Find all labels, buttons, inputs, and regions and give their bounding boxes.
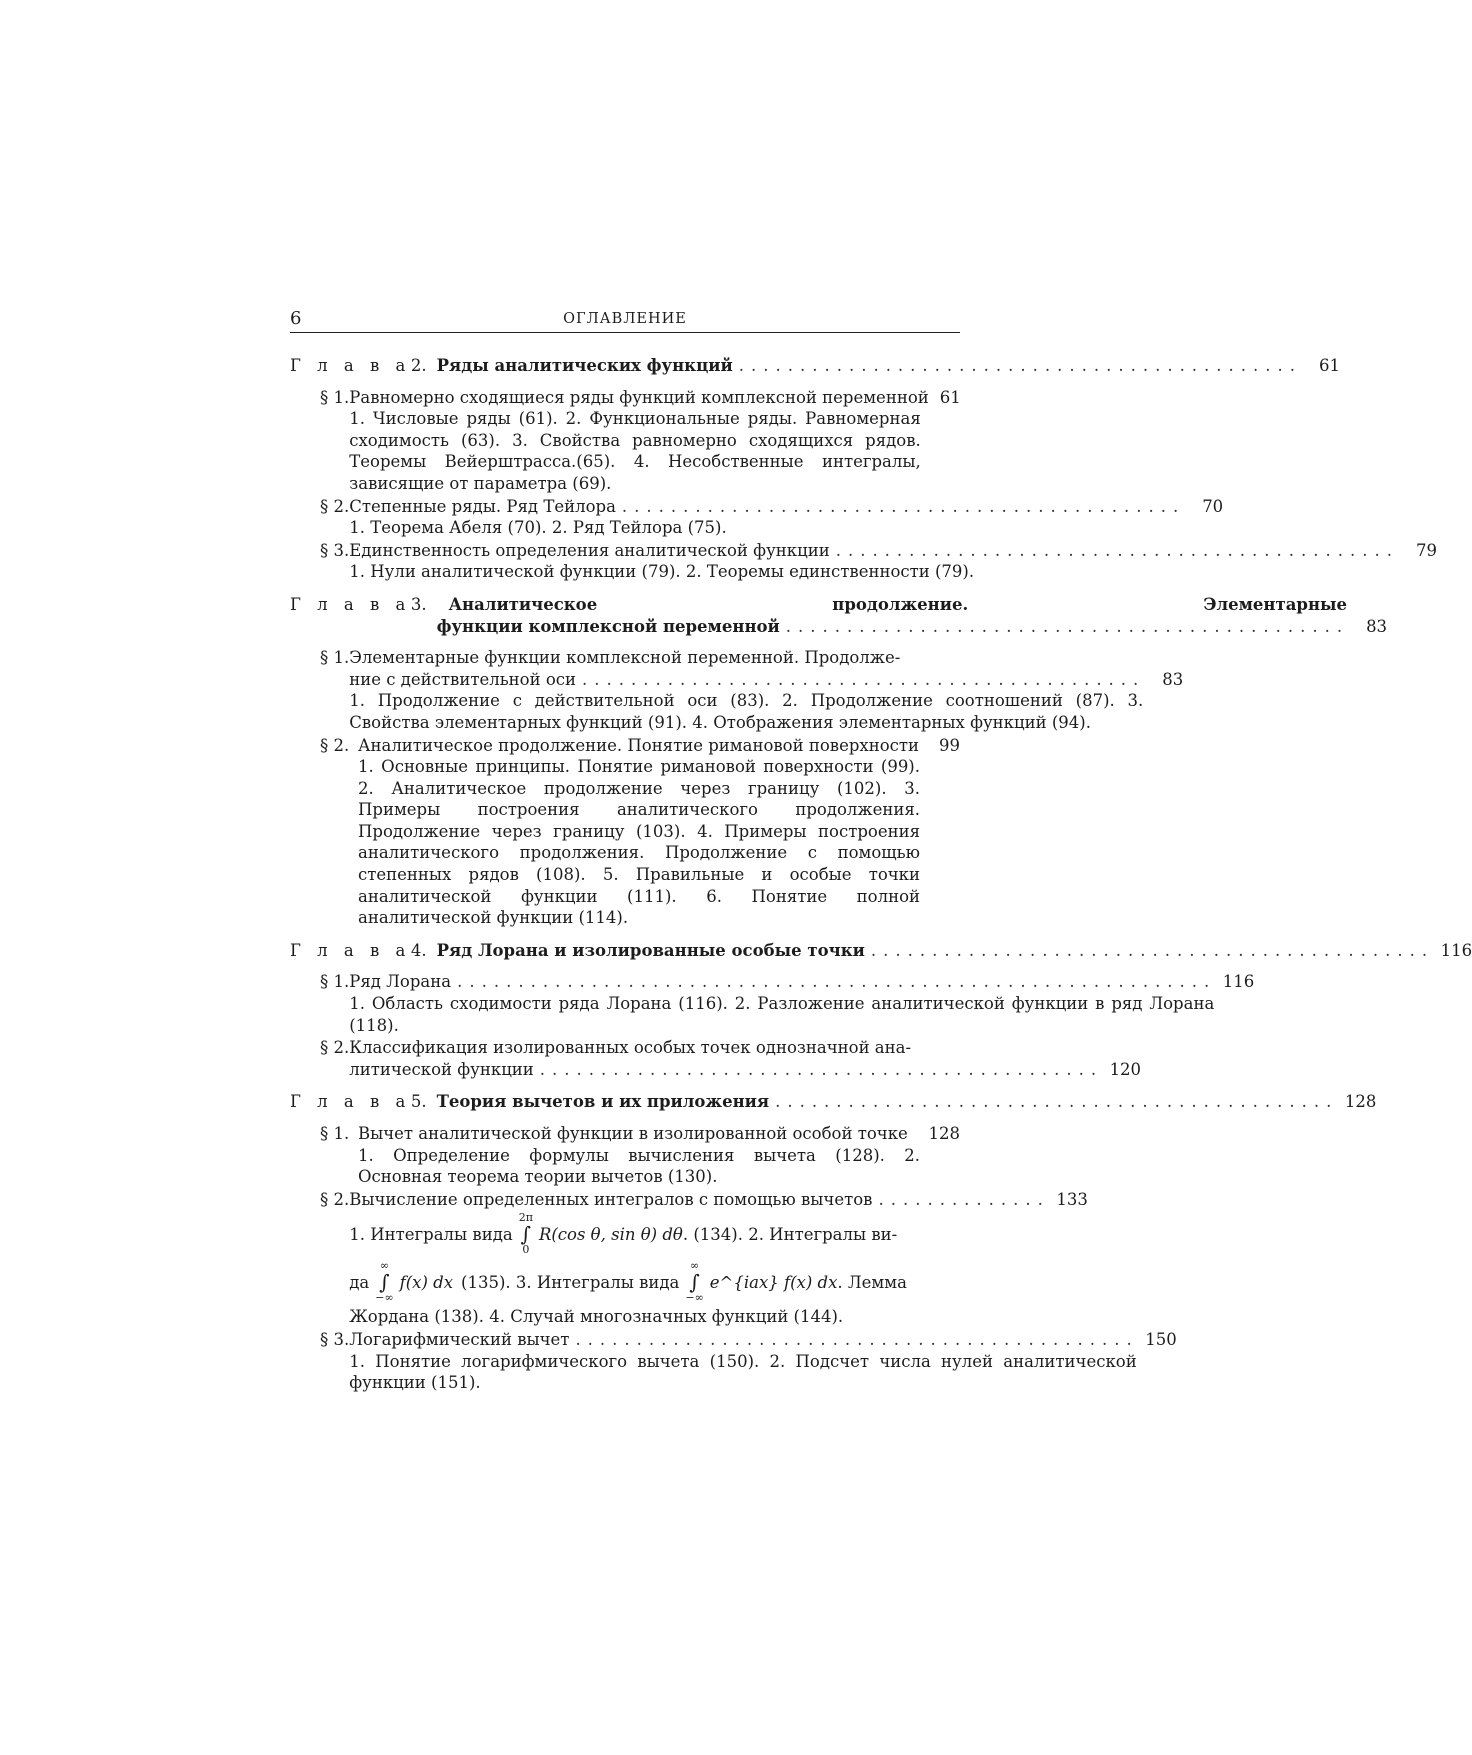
- chapter-label: Г л а в а: [290, 1092, 411, 1112]
- section-number: § 3.: [320, 1329, 350, 1349]
- chapter-number: 2.: [410, 356, 427, 375]
- section-number: § 2.: [320, 735, 350, 755]
- section-title: Степенные ряды. Ряд Тейлора: [349, 496, 616, 516]
- running-head: [290, 308, 960, 333]
- leader-dots: ..............................................: [775, 1092, 1339, 1112]
- section-3-1: [320, 647, 1184, 733]
- leader-dots: ..............................................: [575, 1329, 1139, 1349]
- integrand: e^{iax} f(x) dx: [709, 1272, 838, 1292]
- subsection-list: 1. Теорема Абеля (70). 2. Ряд Тейлора (75).: [349, 518, 727, 538]
- leader-dots: ..............................................: [785, 616, 1350, 636]
- section-2-1: [320, 387, 960, 495]
- toc-page: [290, 308, 1472, 1395]
- section-page: 128: [928, 1124, 960, 1143]
- integral-sign: ∞ ∫ −∞: [685, 1259, 704, 1305]
- section-page: 116: [1222, 972, 1255, 992]
- chapter-5: [290, 1091, 1377, 1113]
- section-page: 99: [939, 735, 960, 755]
- section-title: Единственность определения аналитической функции: [349, 540, 830, 560]
- chapter-number: 4.: [410, 940, 427, 960]
- chapter-title-line1: Аналитическое продолжение. Элементарные: [448, 594, 1348, 614]
- section-number: § 2.: [320, 496, 350, 516]
- section-2-2: [320, 496, 1224, 539]
- chapter-3: [290, 594, 1388, 637]
- section-title: Логарифмический вычет: [349, 1329, 570, 1349]
- section-title-line1: Элементарные функции комплексной переменной. Продолже-: [349, 648, 901, 668]
- subsection-list: 1. Нули аналитической функции (79). 2. Теоремы единственности (79).: [349, 562, 975, 582]
- subsection-list: 1. Продолжение с действительной оси (83). 2. Продолжение соотношений (87). 3. Свойства элементарных функций (91). 4. Отображения элементарных функций (94).: [349, 691, 1144, 732]
- chapter-page: 116: [1440, 940, 1472, 960]
- section-number: § 1.: [320, 1124, 350, 1143]
- leader-dots: ..............................................: [870, 940, 1435, 960]
- section-page: 61: [939, 387, 961, 407]
- section-5-3: [320, 1329, 1177, 1394]
- integral-line-2: да ∞ ∫ −∞ f(x) dx (135). 3. Интегралы вида ∞ ∫ −∞ e^{iax} f(x) dx . Лемма: [349, 1259, 907, 1305]
- section-title-line2: литической функции: [349, 1059, 534, 1079]
- chapter-page: 83: [1366, 616, 1388, 636]
- chapter-2: [290, 355, 1341, 377]
- chapter-number: 5.: [410, 1092, 427, 1112]
- section-page: 70: [1202, 496, 1224, 516]
- chapter-page: 128: [1344, 1092, 1377, 1112]
- chapter-title: Ряд Лорана и изолированные особые точки: [436, 940, 865, 960]
- leader-dots: ..............................................: [621, 496, 1186, 516]
- integral-sign: ∞ ∫ −∞: [375, 1259, 394, 1305]
- leader-dots: ..............................................: [539, 1059, 1104, 1079]
- subsection-list: Жордана (138). 4. Случай многозначных функций (144).: [349, 1307, 844, 1327]
- subsection-list: 1. Область сходимости ряда Лорана (116). 2. Разложение аналитической функции в ряд Лорана (118).: [349, 994, 1215, 1035]
- subsection-list: 1. Основные принципы. Понятие римановой поверхности (99). 2. Аналитическое продолжение через границу (102). 3. Примеры построения аналитического продолжения. Продолжение через границу (103). 4. Примеры построения аналитического продолжения. Продолжение с помощью степенных рядов (108). 5. Правильные и особые точки аналитической функции (111). 6. Понятие полной аналитической функции (114).: [358, 757, 920, 928]
- section-title: Вычисление определенных интегралов с помощью вычетов: [349, 1189, 873, 1209]
- section-number: § 1.: [320, 648, 350, 668]
- leader-dots: ..............................................................: [457, 972, 1217, 992]
- section-title: Ряд Лорана: [349, 972, 452, 992]
- section-page: 120: [1109, 1059, 1142, 1079]
- leader-dots: ..............................................: [738, 356, 1303, 375]
- section-page: 150: [1145, 1329, 1177, 1349]
- section-4-1: [320, 971, 1255, 1036]
- section-number: § 1.: [320, 387, 350, 407]
- section-title: Аналитическое продолжение. Понятие римановой поверхности: [358, 735, 920, 755]
- integral-sign: 2π ∫ 0: [518, 1211, 533, 1257]
- page-title: ОГЛАВЛЕНИЕ: [563, 311, 687, 327]
- chapter-4: [290, 940, 1472, 962]
- section-3-2: [320, 735, 960, 929]
- page-number: 6: [290, 308, 302, 329]
- chapter-label: Г л а в а: [290, 940, 411, 960]
- section-title: Вычет аналитической функции в изолированной особой точке: [358, 1124, 908, 1143]
- section-page: 133: [1056, 1189, 1088, 1209]
- leader-dots: ..............................................: [835, 540, 1399, 560]
- integral-line-1: 1. Интегралы вида 2π ∫ 0 R(cos θ, sin θ) dθ . (134). 2. Интегралы ви-: [349, 1211, 898, 1257]
- section-page: 79: [1415, 540, 1437, 560]
- leader-dots: ..............................................: [582, 669, 1146, 689]
- integrand: f(x) dx: [399, 1272, 454, 1292]
- integrand: R(cos θ, sin θ) dθ: [538, 1224, 683, 1244]
- chapter-page: 61: [1319, 356, 1341, 375]
- chapter-number: 3.: [410, 594, 427, 614]
- section-title-line2: ние с действительной оси: [349, 669, 577, 689]
- section-4-2: [320, 1037, 1142, 1080]
- section-number: § 3.: [320, 540, 350, 560]
- chapter-title: Теория вычетов и их приложения: [436, 1092, 770, 1112]
- section-title-line1: Классификация изолированных особых точек однозначной ана-: [349, 1038, 912, 1058]
- chapter-title-line2: функции комплексной переменной: [436, 616, 780, 636]
- subsection-list: 1. Понятие логарифмического вычета (150). 2. Подсчет числа нулей аналитической функции (151).: [349, 1351, 1137, 1393]
- leader-dots: ..............: [878, 1189, 1050, 1209]
- subsection-list: 1. Числовые ряды (61). 2. Функциональные ряды. Равномерная сходимость (63). 3. Свойства равномерно сходящихся рядов. Теоремы Вейерштрасса.(65). 4. Несобственные интегралы, зависящие от параметра (69).: [349, 409, 921, 493]
- section-number: § 1.: [320, 972, 350, 992]
- chapter-label: Г л а в а: [290, 594, 411, 614]
- section-number: § 2.: [320, 1038, 350, 1058]
- section-number: § 2.: [320, 1189, 350, 1209]
- chapter-label: Г л а в а: [290, 356, 411, 375]
- section-page: 83: [1162, 669, 1184, 689]
- section-title: Равномерно сходящиеся ряды функций комплексной переменной: [349, 387, 929, 407]
- section-5-1: [320, 1123, 960, 1188]
- section-2-3: [320, 540, 1437, 583]
- subsection-list: 1. Определение формулы вычисления вычета (128). 2. Основная теорема теории вычетов (130).: [358, 1145, 920, 1187]
- chapter-title: Ряды аналитических функций: [436, 356, 733, 375]
- section-5-2: [320, 1189, 1088, 1328]
